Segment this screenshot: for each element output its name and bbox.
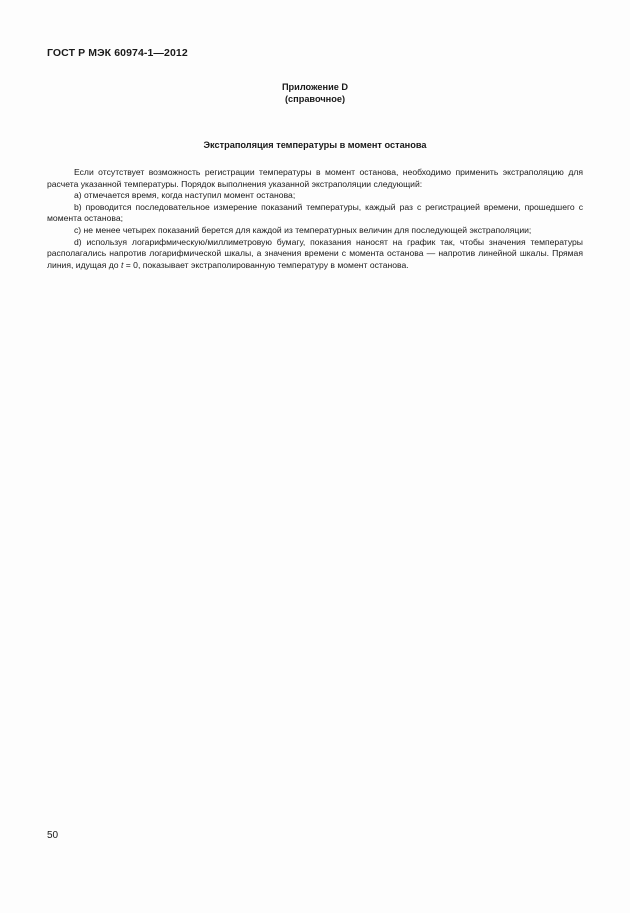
- list-item-c: c) не менее четырех показаний берется для каждой из температурных величин для последующей экстраполяции;: [74, 224, 532, 235]
- paragraph-intro: Если отсутствует возможность регистрации температуры в момент останова, необходимо применить экстраполяцию для расчета указанной температуры. Порядок выполнения указанной экстраполяции следующий:: [47, 167, 583, 189]
- body-text: [47, 167, 583, 271]
- list-item-d-part2: = 0, показывает экстраполированную температуру в момент останова.: [123, 259, 409, 270]
- page-number: 50: [47, 830, 59, 841]
- list-item-d-part1: d) используя логарифмическую/миллиметровую бумагу, показания наносят на график так, чтобы значения температуры располагались напротив логарифмической шкалы, а значения времени с момента останова — напротив линейной шкалы. Прямая линия, идущая до: [47, 236, 583, 270]
- document-code: ГОСТ Р МЭК 60974-1—2012: [47, 47, 188, 59]
- list-item-d: [47, 237, 583, 272]
- annex-subtitle: (справочное): [284, 94, 345, 104]
- annex-title: Приложение D: [281, 82, 349, 92]
- list-item-a: a) отмечается время, когда наступил момент останова;: [74, 190, 296, 201]
- section-title: Экстраполяция температуры в момент останова: [203, 140, 427, 150]
- annex-heading: [0, 81, 630, 105]
- list-item-b: b) проводится последовательное измерение показаний температуры, каждый раз с регистрацией времени, прошедшего с момента останова;: [47, 201, 583, 224]
- time-variable: t: [120, 259, 124, 270]
